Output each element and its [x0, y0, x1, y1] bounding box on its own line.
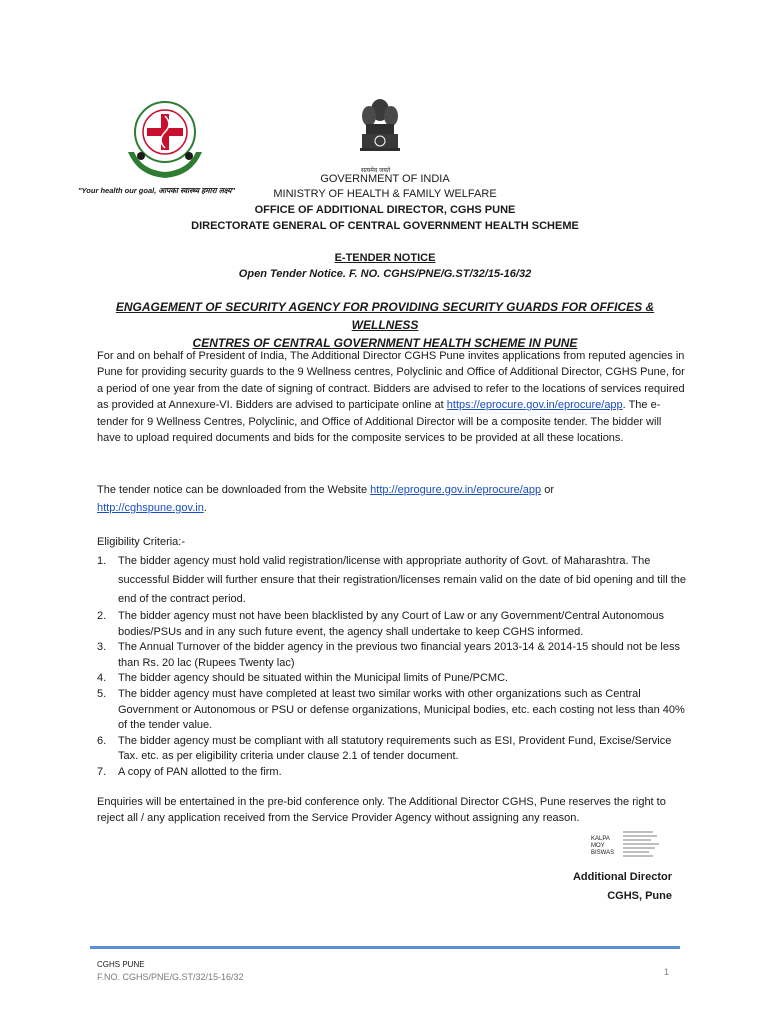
list-item: [97, 671, 687, 687]
signature-name-line1: KALPA: [591, 836, 610, 842]
tender-title: [96, 298, 674, 352]
footer-office: CGHS PUNE: [97, 960, 145, 969]
intro-paragraph: [97, 348, 687, 446]
cghspune-link[interactable]: http://cghspune.gov.in: [97, 502, 204, 514]
list-item-number: 2.: [97, 610, 107, 622]
tender-title-line2: CENTRES OF CENTRAL GOVERNMENT HEALTH SCHEME IN PUNE: [192, 336, 578, 350]
header-ministry: MINISTRY OF HEALTH & FAMILY WELFARE: [273, 188, 497, 200]
list-item-text: The bidder agency must be compliant with all statutory requirements such as ESI, Provident Fund, Excise/Service Tax. etc. as per eligibility criteria under clause 2.1 of tender document.: [118, 734, 672, 763]
page-number: 1: [664, 967, 670, 977]
header-directorate: DIRECTORATE GENERAL OF CENTRAL GOVERNMENT HEALTH SCHEME: [191, 220, 579, 232]
enquiries-paragraph: Enquiries will be entertained in the pre-bid conference only. The Additional Director CGHS, Pune reserves the right to reject all / any application received from the Service Provider Agency without assigning any reason.: [97, 796, 666, 825]
cghs-logo: [116, 92, 214, 184]
list-item-text: The bidder agency must have completed at least two similar works with other organizations such as Central Government or Autonomous or PSU or defense organizations, Municipal bodies, etc. each costing not less than 40% of the tender value.: [118, 687, 685, 732]
download-text-b: or: [541, 484, 555, 496]
list-item-number: 1.: [97, 555, 107, 567]
list-item-number: 4.: [97, 672, 107, 685]
notice-subheading: Open Tender Notice. F. NO. CGHS/PNE/G.ST/32/15-16/32: [238, 268, 532, 280]
signature-name-line2: MOY: [591, 843, 605, 849]
designation-office: CGHS, Pune: [607, 890, 672, 902]
list-item: [97, 552, 687, 609]
intro-text-a: For and on behalf of President of India, The Additional Director CGHS Pune invites applications from reputed agencies in Pune for providing security guards to the 9 Wellness centres, Polyclinic and Office of Additional Director, CGHS Pune, for a period of one year from the date of signing of contract. Bidders are advised to refer to the locations of services required as provided at Annexure-VI. Bidders are advised to participate online at: [97, 350, 685, 412]
download-text-c: .: [203, 502, 207, 514]
national-emblem-icon: [358, 92, 402, 164]
list-item-number: 6.: [97, 734, 107, 747]
emblem-motto: सत्यमेव जयते: [361, 168, 391, 174]
digital-signature: [591, 830, 661, 860]
eprogure-link[interactable]: http://eprogure.gov.in/eprocure/app: [370, 484, 542, 496]
signature-name: [591, 836, 614, 857]
list-item-number: 5.: [97, 687, 107, 700]
list-item: [97, 640, 687, 671]
download-text-a: The tender notice can be downloaded from the Website: [97, 484, 371, 496]
list-item-text: The bidder agency must hold valid registration/license with appropriate authority of Govt. of Maharashtra. The successful Bidder will further ensure that their registration/licenses remain valid on the date of bid opening and till the end of the contract period.: [118, 555, 687, 605]
header-office: OFFICE OF ADDITIONAL DIRECTOR, CGHS PUNE: [254, 204, 516, 216]
intro-text-b: . The e-tender for 9 Wellness Centres, Polyclinic, and Office of Additional Director will be a composite tender. The bidder will have to upload required documents and bids for the composite services to be provided at all these locations.: [97, 399, 662, 445]
signature-name-line3: BISWAS: [591, 850, 615, 856]
list-item-text: The bidder agency should be situated within the Municipal limits of Pune/PCMC.: [118, 672, 509, 685]
eligibility-heading: Eligibility Criteria:-: [97, 536, 186, 548]
list-item-text: The bidder agency must not have been blacklisted by any Court of Law or any Government/Central Autonomous bodies/PSUs and in any such future event, the agency shall undertake to keep CGHS informed.: [118, 610, 665, 638]
list-item: [97, 609, 687, 640]
list-item-text: A copy of PAN allotted to the firm.: [118, 765, 282, 778]
tender-title-line1: ENGAGEMENT OF SECURITY AGENCY FOR PROVIDING SECURITY GUARDS FOR OFFICES & WELLNESS: [115, 300, 655, 332]
signature-details-icon: [623, 830, 663, 861]
list-item-text: The Annual Turnover of the bidder agency in the previous two financial years 2013-14 & 2014-15 should not be less than Rs. 20 lac (Rupees Twenty lac): [118, 641, 680, 669]
eligibility-list: [97, 552, 687, 781]
list-item: [97, 765, 687, 781]
list-item-number: 3.: [97, 641, 107, 654]
eprocure-link[interactable]: https://eprocure.gov.in/eprocure/app: [446, 399, 623, 412]
footer-file-number: F.NO. CGHS/PNE/G.ST/32/15-16/32: [97, 972, 244, 982]
footer-info: [97, 958, 244, 984]
download-paragraph: [97, 481, 687, 517]
list-item: [97, 687, 687, 734]
logo-tagline: "Your health our goal, आपका स्वास्थ्य हमारा लक्ष्य": [78, 186, 236, 195]
list-item: [97, 734, 687, 765]
header-government: GOVERNMENT OF INDIA: [320, 173, 450, 185]
footer-divider: [90, 946, 680, 949]
designation-title: Additional Director: [572, 871, 672, 883]
notice-heading: E-TENDER NOTICE: [334, 252, 436, 264]
list-item-number: 7.: [97, 765, 107, 778]
